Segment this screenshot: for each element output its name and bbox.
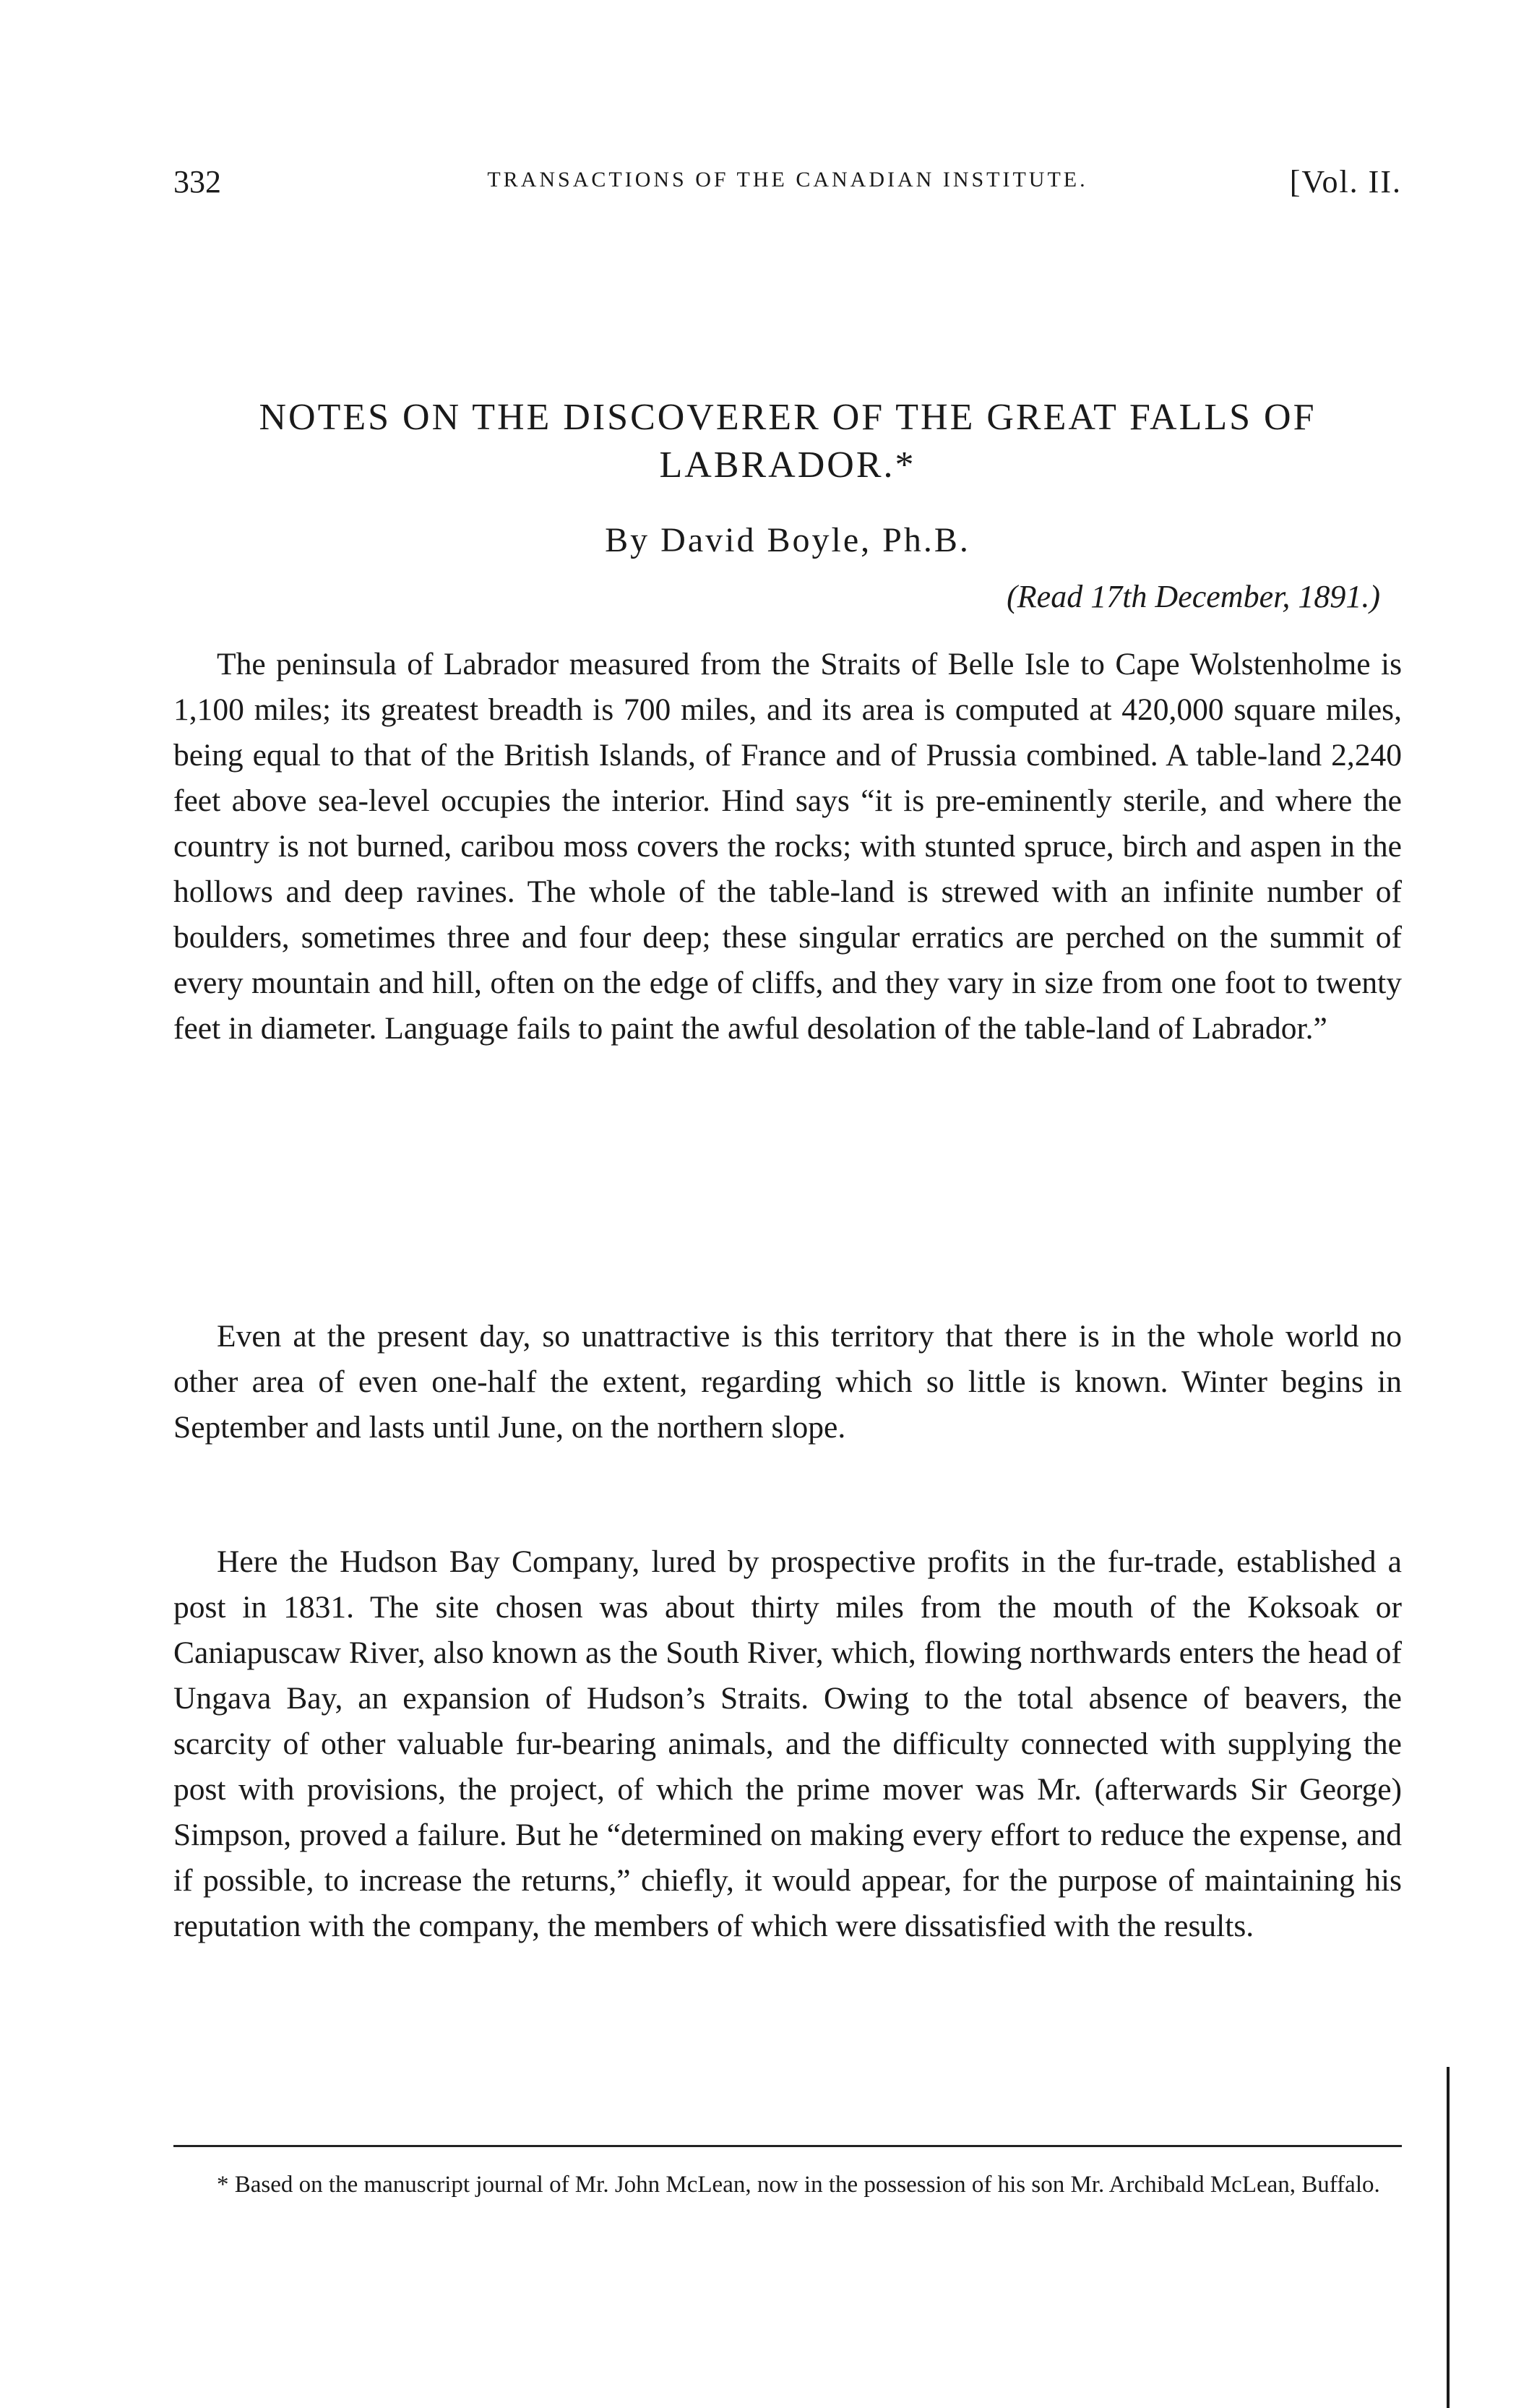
body-paragraph: Even at the present day, so unattractive is this territory that there is in the whole world no other area of even one-half the extent, regarding which so little is known. Winter begins in September and lasts until June, on the northern slope. <box>173 1319 1402 1445</box>
read-date: (Read 17th December, 1891.) <box>1007 579 1380 614</box>
running-head <box>173 163 1402 207</box>
article-title <box>173 394 1402 489</box>
body-paragraph: Here the Hudson Bay Company, lured by prospective profits in the fur-trade, established a post in 1831. The site chosen was about thirty miles from the mouth of the Koksoak or Caniapuscaw River, also known as the South River, which, flowing northwards enters the head of Ungava Bay, an expansion of Hudson’s Straits. Owing to the total absence of beavers, the scarcity of other valuable fur-bearing animals, and the difficulty connected with supplying the post with provisions, the project, of which the prime mover was Mr. (afterwards Sir George) Simpson, proved a failure. But he “determined on making every effort to reduce the expense, and if possible, to increase the returns,” chiefly, it would appear, for the purpose of maintaining his reputation with the company, the members of which were dissatisfied with the results. <box>173 1544 1402 1943</box>
scan-edge-line <box>1447 2067 1450 2408</box>
journal-title: TRANSACTIONS OF THE CANADIAN INSTITUTE. <box>487 168 1088 192</box>
article-title-line-2: LABRADOR.* <box>659 444 916 486</box>
body-paragraph: The peninsula of Labrador measured from the Straits of Belle Isle to Cape Wolstenholme is 1,100 miles; its greatest breadth is 700 miles, and its area is computed at 420,000 square miles, being equal to that of the British Islands, of France and of Prussia combined. A table-land 2,240 feet above sea-level occupies the interior. Hind says “it is pre-eminently sterile, and where the country is not burned, caribou moss covers the rocks; with stunted spruce, birch and aspen in the hollows and deep ravines. The whole of the table-land is strewed with an infinite number of boulders, sometimes three and four deep; these singular erratics are perched on the summit of every mountain and hill, often on the edge of cliffs, and they vary in size from one foot to twenty feet in diameter. Language fails to paint the awful desolation of the table-land of Labrador.” <box>173 647 1402 1046</box>
byline: By David Boyle, Ph.B. <box>605 521 970 559</box>
footnote-rule <box>173 2145 1402 2147</box>
volume-label: [Vol. II. <box>1289 164 1402 199</box>
article-title-line-1: NOTES ON THE DISCOVERER OF THE GREAT FALLS OF <box>259 397 1317 438</box>
footnote: * Based on the manuscript journal of Mr. John McLean, now in the possession of his son Mr. Archibald McLean, Buffalo. <box>217 2172 1380 2198</box>
page-number: 332 <box>173 164 221 199</box>
